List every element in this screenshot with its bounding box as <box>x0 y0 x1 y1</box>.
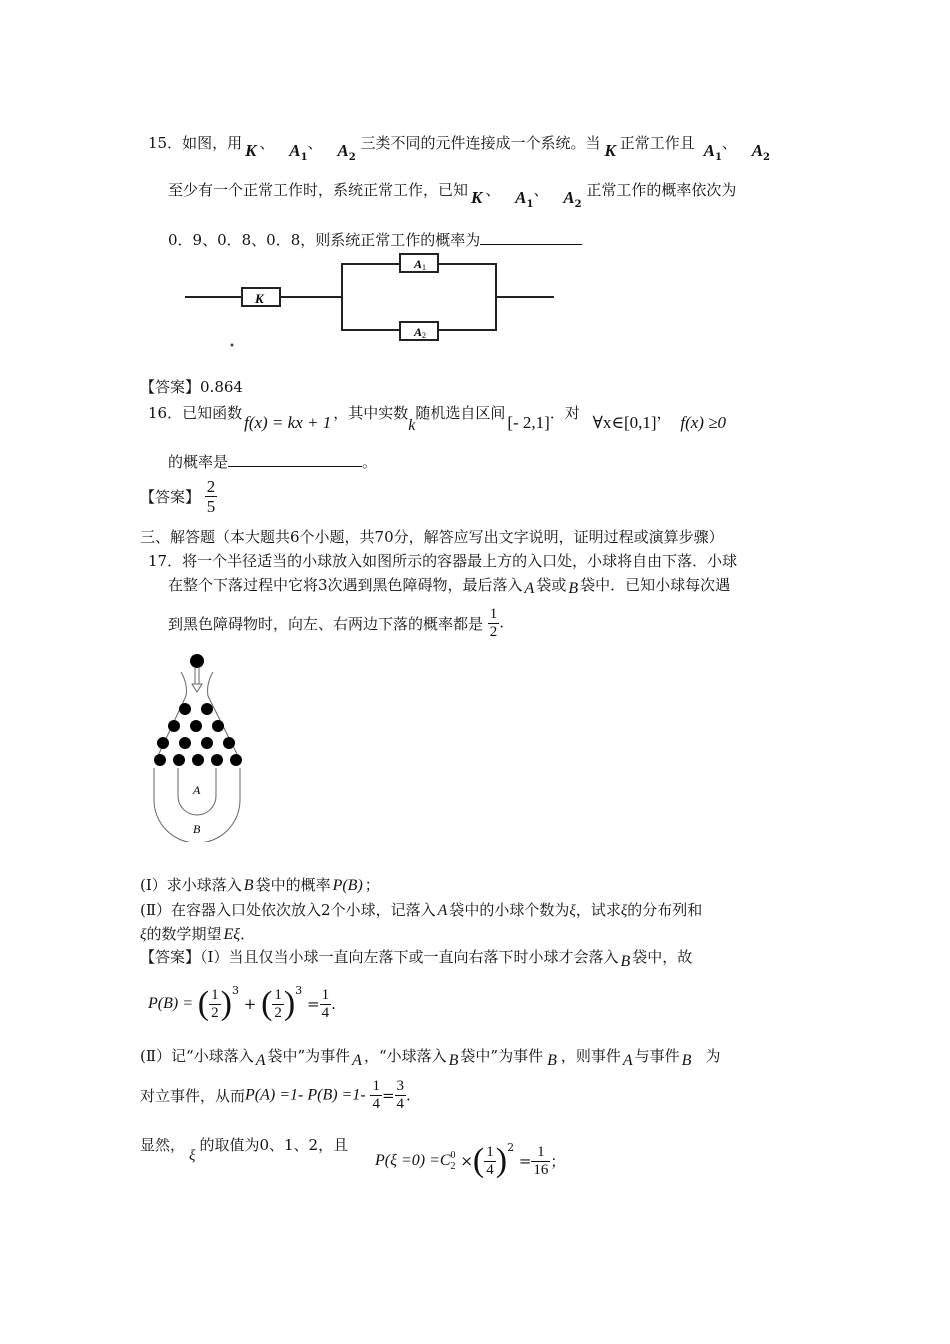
q16-line2: 的概率是 。 <box>168 453 378 471</box>
svg-text:1: 1 <box>422 263 426 272</box>
q17-eq3: P(ξ =0) =C 0 2 ×( $\frac{1}{4}$ )$^2$ = $\frac{1}{16}$ ； <box>375 1141 566 1179</box>
section-3-title: 三、解答题（本大题共6个小题，共70分，解答应写出文字说明，证明过程或演算步骤） <box>140 528 724 546</box>
svg-text:K: K <box>255 291 264 306</box>
svg-text:A: A <box>414 325 423 339</box>
q15-answer: 【答案】0.864 <box>140 378 243 396</box>
q17-part2: (Ⅱ）在容器入口处依次放入2个小球，记落入 A 袋中的小球个数为ξ，试求ξ的分布列和 <box>140 901 703 919</box>
svg-text:2: 2 <box>422 331 426 340</box>
q15-line1: 15．如图，用 K 、 $A_1$、 $A_2$ 三类不同的元件连接成一个系统。当 K 正常工作且 $A_1$、 $A_2$ <box>148 134 771 163</box>
answer-blank <box>228 452 362 467</box>
svg-text:B: B <box>193 822 201 836</box>
q17-part1: (I）求小球落入 B 袋中的概率 P(B) ； <box>140 876 380 894</box>
q17-line2: 在整个下落过程中它将3次遇到黑色障碍物，最后落入 A 袋或 B 袋中．已知小球每次遇 <box>168 576 731 597</box>
q17-eq1: P(B) = ( $\frac{1}{2}$ )$^3$ + ( $\frac{1}{2}$ )$^3$ = $\frac{1}{4}$ . <box>148 984 336 1022</box>
q17-line1: 17．将一个半径适当的小球放入如图所示的容器最上方的入口处，小球将自由下落．小球 <box>148 552 738 570</box>
q17-answer-1: 【答案】（Ⅰ）当且仅当小球一直向左落下或一直向右落下时小球才会落入 B 袋中，故 <box>140 948 693 970</box>
q17-part2-cont: ξ的数学期望 Eξ． <box>140 925 256 943</box>
ball-container-figure <box>148 650 248 842</box>
svg-text:A: A <box>193 783 201 797</box>
q15-line2: 至少有一个正常工作时，系统正常工作，已知 K 、 $A_1$、 $A_2$ 正常工作的概率依次为 <box>168 181 737 210</box>
q17-answer-2: (Ⅱ）记“小球落入 A 袋中”为事件 A ，“小球落入 B 袋中”为事件 B ，则事件 A 与事件 B 为 <box>140 1047 721 1069</box>
q16-line1: 16．已知函数 f(x) = kx + 1 ，其中实数k随机选自区间 [- 2,1]．对 ∀x∈[0,1]， f(x) ≥0 <box>148 404 727 434</box>
obstacles <box>154 703 242 766</box>
answer-blank <box>480 230 582 245</box>
q17-answer-4: 显然，ξ的取值为0、1、2，且 <box>140 1136 349 1164</box>
q15-line3: 0．9、0．8、0．8，则系统正常工作的概率为 <box>168 229 582 250</box>
svg-text:A: A <box>414 257 423 271</box>
q17-answer-3: 对立事件，从而P(A) =1- P(B) =1- $\frac{1}{4}$ = $\frac{3}{4}$ . <box>140 1078 411 1112</box>
circuit-diagram <box>180 248 560 358</box>
q17-line3: 到黑色障碍物时，向左、右两边下落的概率都是 $\frac{1}{2}$ . <box>168 606 505 640</box>
q16-answer: 【答案】 $\frac{2}{5}$ <box>140 477 216 516</box>
